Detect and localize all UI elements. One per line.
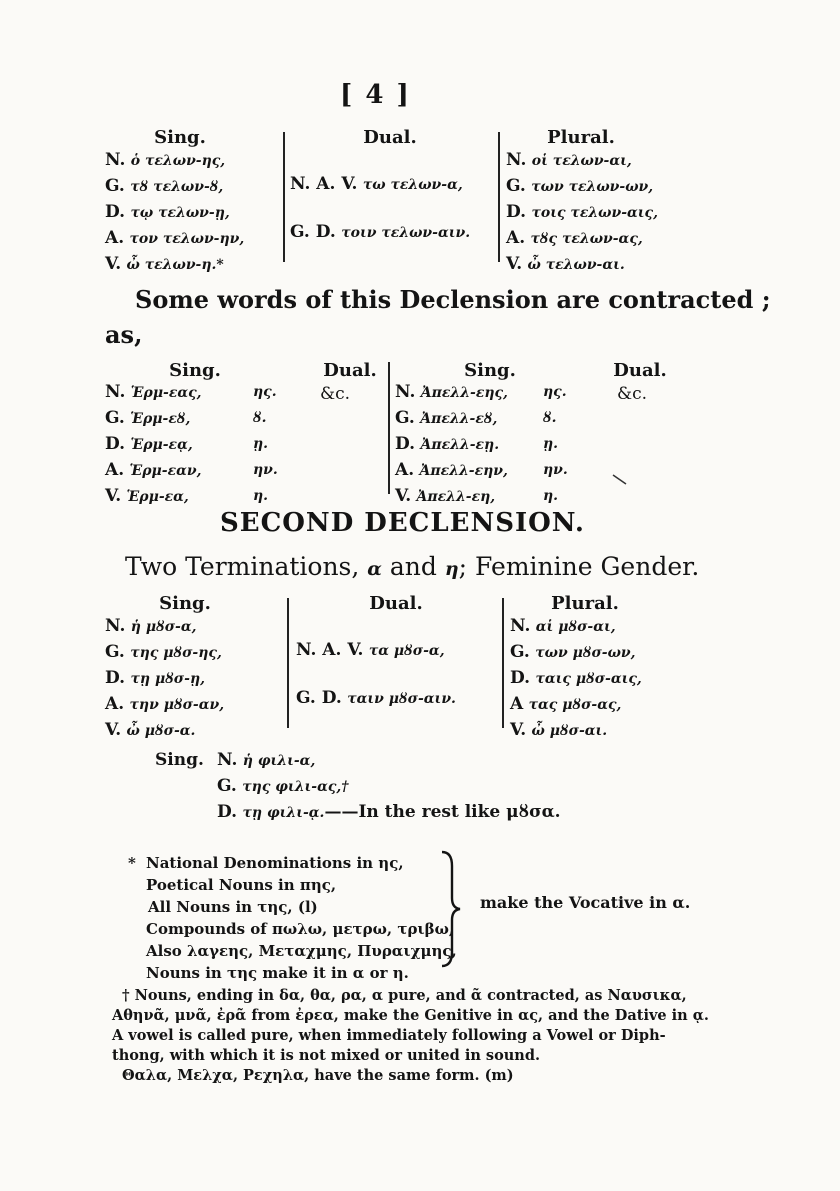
case-label: G. <box>105 176 125 196</box>
table-row <box>105 458 278 484</box>
greek-form: την μȣσ-αν, <box>129 697 225 713</box>
greek-form: τῃ μȣσ-ῃ, <box>130 671 205 687</box>
case-label: V. <box>506 254 523 274</box>
greek-form: ταις μȣσ-αις, <box>535 671 642 687</box>
greek-form: της μȣσ-ης, <box>130 645 222 661</box>
table-row <box>395 432 559 458</box>
table-row <box>510 692 690 718</box>
case-label: A. <box>506 228 526 248</box>
table-row <box>510 718 690 744</box>
greek-form: ἡ φιλι-α, <box>242 753 316 769</box>
table1-sing-col <box>105 127 285 278</box>
table1-dual-header: Dual. <box>363 127 417 148</box>
case-label: D. <box>506 202 527 222</box>
case-label: N. <box>395 382 416 402</box>
greek-form: τῳ τελων-ῃ, <box>130 205 230 221</box>
case-label: A. <box>105 694 125 714</box>
table2-right-sing-header: Sing. <box>464 360 516 381</box>
case-label: V. <box>105 254 122 274</box>
footnote-dagger-line: A vowel is called pure, when immediately following a Vowel or Diph- <box>112 1027 666 1044</box>
greek-form: ταιν μȣσ-αιν. <box>347 691 456 707</box>
contracted-heading-as: as, <box>105 320 143 349</box>
greek-form: ὦ μȣσ-α. <box>126 723 196 739</box>
case-label: V. <box>105 720 122 740</box>
table-row <box>105 666 285 692</box>
contracted-form: ῃ. <box>543 436 559 452</box>
table-row <box>217 800 561 826</box>
table1-dual-row <box>290 220 500 246</box>
case-label: N. <box>510 616 531 636</box>
table1-divider-1 <box>283 132 285 262</box>
contracted-heading: Some words of this Declension are contracted ; <box>135 285 771 314</box>
case-label: G. <box>506 176 526 196</box>
greek-form: Ἀπελλ-εη, <box>416 489 496 505</box>
case-label: A. <box>105 460 125 480</box>
second-declension-subtitle <box>125 552 699 581</box>
table-row <box>105 432 269 458</box>
table3-divider-2 <box>502 598 504 728</box>
contracted-form: ης. <box>253 384 277 400</box>
table3-sing-header: Sing. <box>159 593 211 614</box>
table-row <box>506 200 686 226</box>
greek-form: ὁ τελων-ης, <box>130 153 226 169</box>
table1-dual-col <box>290 127 500 246</box>
table-row <box>105 148 285 174</box>
term1: α <box>367 558 382 580</box>
footnote-star-line: Also λαγεης, Μεταχμης, Πυραιχμης, <box>146 942 457 960</box>
table1-dual-row <box>290 172 500 198</box>
footnote-star-line: Poetical Nouns in πης, <box>146 876 337 894</box>
case-label: N. <box>506 150 527 170</box>
table-row <box>217 774 561 800</box>
table-row <box>510 614 690 640</box>
footnote-star-line: All Nouns in της, (l) <box>148 898 318 916</box>
table-row <box>105 484 269 510</box>
case-label: D. <box>105 202 126 222</box>
greek-form: αἱ μȣσ-αι, <box>535 619 616 635</box>
case-label: G. <box>217 776 237 796</box>
case-label: D. <box>395 434 416 454</box>
greek-form: τα μȣσ-α, <box>368 643 445 659</box>
table2-right-dual-header: Dual. <box>613 360 667 381</box>
table-row <box>105 252 285 278</box>
footnote-dagger-line: Αθηνᾶ, μνᾶ, ἐρᾶ from ἐρεα, make the Genitive in ας, and the Dative in ᾳ. <box>112 1007 709 1024</box>
table3-dual-col <box>296 593 506 712</box>
table3-dual-header: Dual. <box>369 593 423 614</box>
table-row <box>510 640 690 666</box>
contracted-form: ῃ. <box>253 436 269 452</box>
greek-form: τοιν τελων-αιν. <box>341 225 471 241</box>
contracted-form: ης. <box>543 384 567 400</box>
greek-form: των μȣσ-ων, <box>535 645 636 661</box>
case-label: G. D. <box>296 688 342 708</box>
contracted-form: ȣ. <box>543 410 557 426</box>
footnote-dagger <box>112 986 732 1086</box>
case-label: V. <box>105 486 122 506</box>
case-label: N. <box>105 382 126 402</box>
table2-left-dual-header: Dual. <box>323 360 377 381</box>
case-label: N. <box>105 150 126 170</box>
contracted-form: η. <box>543 488 559 504</box>
term2: η <box>444 558 459 580</box>
table-row <box>395 406 557 432</box>
table-row <box>105 380 277 406</box>
page-number: [ 4 ] <box>340 80 411 110</box>
table1-plural-col <box>506 127 686 278</box>
table3-dual-row <box>296 686 506 712</box>
greek-form: Ἀπελλ-εην, <box>419 463 508 479</box>
footnote-star-line: National Denominations in ης, <box>146 854 404 872</box>
case-label: G. D. <box>290 222 336 242</box>
footnote-dagger-line: thong, with which it is not mixed or united in sound. <box>112 1047 541 1064</box>
sing-example-tail: ——In the rest like μȣσα. <box>324 802 561 822</box>
case-label: A. <box>105 228 125 248</box>
table-row <box>105 406 267 432</box>
footnote-dagger-line: Θαλα, Μελχα, Ρεχηλα, have the same form. (m) <box>122 1067 514 1084</box>
table-row <box>105 200 285 226</box>
footnote-star-brace-text: make the Vocative in α. <box>480 893 691 912</box>
greek-form: τȣς τελων-ας, <box>530 231 643 247</box>
subtitle-and: and <box>389 552 437 581</box>
subtitle-post: ; Feminine Gender. <box>458 552 700 581</box>
case-label: D. <box>105 668 126 688</box>
greek-form: ὦ τελων-αι. <box>527 257 625 273</box>
greek-form: οἱ τελων-αι, <box>531 153 632 169</box>
case-label: N. A. V. <box>290 174 358 194</box>
table-row <box>105 640 285 666</box>
greek-form: τον τελων-ην, <box>129 231 245 247</box>
subtitle-pre: Two Terminations, <box>125 552 360 581</box>
table-row <box>506 252 686 278</box>
greek-form: ἡ μȣσ-α, <box>130 619 197 635</box>
greek-form: Ἑρμ-εȣ, <box>130 411 191 427</box>
sing-example-label: Sing. <box>155 750 204 770</box>
greek-form: Ἑρμ-εα, <box>126 489 189 505</box>
greek-form: ὦ μȣσ-αι. <box>531 723 608 739</box>
stray-mark-icon <box>612 474 628 486</box>
greek-form: Ἀπελλ-εῃ. <box>420 437 500 453</box>
case-label: D. <box>510 668 531 688</box>
table3-dual-row <box>296 638 506 664</box>
table1-sing-header: Sing. <box>154 127 206 148</box>
greek-form: τοις τελων-αις, <box>531 205 658 221</box>
greek-form: τας μȣσ-ας, <box>528 697 622 713</box>
second-declension-title: SECOND DECLENSION. <box>220 508 585 538</box>
right-brace-icon <box>448 850 468 980</box>
contracted-form: ην. <box>543 462 568 478</box>
greek-form: τῃ φιλι-ᾳ. <box>242 805 325 821</box>
table2-right-etc: &c. <box>617 384 648 404</box>
table-row <box>105 226 285 252</box>
table-row <box>105 614 285 640</box>
table3-plural-header: Plural. <box>551 593 619 614</box>
greek-form: Ἀπελλ-εης, <box>420 385 508 401</box>
table2-divider <box>388 362 390 494</box>
footnote-dagger-line: † Nouns, ending in δα, θα, ρα, α pure, and ᾶ contracted, as Ναυσικα, <box>122 987 687 1004</box>
greek-form: Ἀπελλ-εȣ, <box>420 411 498 427</box>
table-row <box>506 174 686 200</box>
footnote-star-line: Nouns in της make it in α or η. <box>146 964 409 982</box>
case-label: N. A. V. <box>296 640 364 660</box>
table1-plural-header: Plural. <box>547 127 615 148</box>
greek-form: ὦ τελων-η.* <box>126 257 224 273</box>
table3-divider-1 <box>287 598 289 728</box>
table-row <box>105 174 285 200</box>
footnote-star-line: Compounds of πωλω, μετρω, τριβω, <box>146 920 455 938</box>
case-label: G. <box>105 408 125 428</box>
greek-form: Ἑρμ-εας, <box>130 385 202 401</box>
case-label: G. <box>510 642 530 662</box>
greek-form: τω τελων-α, <box>362 177 463 193</box>
contracted-form: ȣ. <box>253 410 267 426</box>
greek-form: των τελων-ων, <box>531 179 654 195</box>
case-label: V. <box>510 720 527 740</box>
table-row <box>395 380 567 406</box>
contracted-form: ην. <box>253 462 278 478</box>
table-row <box>506 226 686 252</box>
case-label: N. <box>105 616 126 636</box>
table3-plural-col <box>510 593 690 744</box>
greek-form: της φιλι-ας,† <box>242 779 349 795</box>
case-label: D. <box>105 434 126 454</box>
case-label: G. <box>395 408 415 428</box>
table-row <box>395 458 568 484</box>
table2-left-etc: &c. <box>320 384 351 404</box>
case-label: N. <box>217 750 238 770</box>
case-label: G. <box>105 642 125 662</box>
table-row <box>506 148 686 174</box>
table-row <box>105 692 285 718</box>
table-row <box>217 748 561 774</box>
footnote-star-marker: * <box>128 854 136 872</box>
greek-form: Ἑρμ-εαν, <box>129 463 202 479</box>
greek-form: Ἑρμ-εᾳ, <box>130 437 193 453</box>
case-label: D. <box>217 802 238 822</box>
case-label: V. <box>395 486 412 506</box>
case-label: A <box>510 694 524 714</box>
greek-form: τȣ τελων-ȣ, <box>130 179 224 195</box>
table-row <box>510 666 690 692</box>
table2-left-sing-header: Sing. <box>169 360 221 381</box>
contracted-form: η. <box>253 488 269 504</box>
table1-divider-2 <box>498 132 500 262</box>
table-row <box>395 484 559 510</box>
case-label: A. <box>395 460 415 480</box>
table3-sing-col <box>105 593 285 744</box>
table-row <box>105 718 285 744</box>
